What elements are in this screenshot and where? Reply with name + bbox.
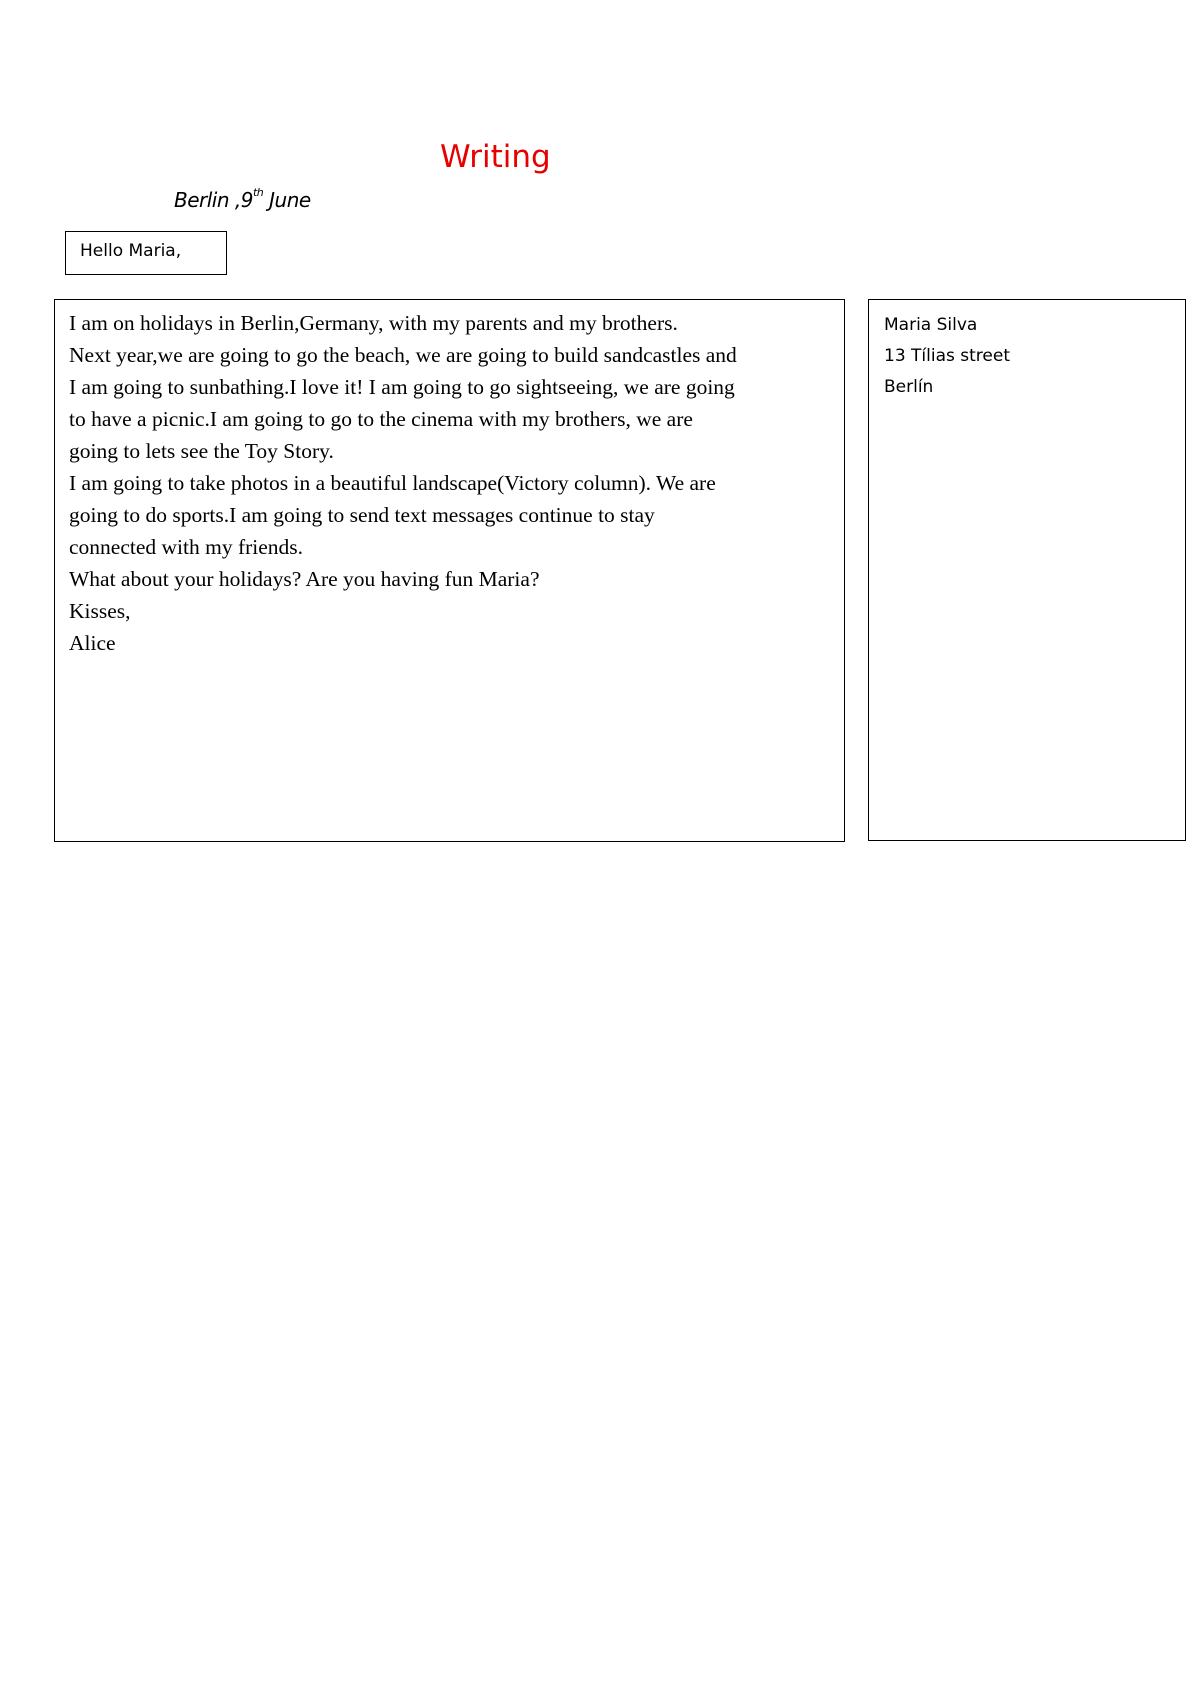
letter-closing: Kisses, (69, 599, 131, 623)
letter-line: I am on holidays in Berlin,Germany, with my parents and my brothers. (69, 311, 678, 335)
letter-signature: Alice (69, 631, 116, 655)
letter-line: I am going to take photos in a beautiful landscape(Victory column). We are (69, 471, 716, 495)
greeting-box: Hello Maria, (65, 231, 227, 275)
letter-line: I am going to sunbathing.I love it! I am going to go sightseeing, we are going (69, 375, 735, 399)
address-name: Maria Silva (884, 315, 978, 335)
letter-line: connected with my friends. (69, 535, 304, 559)
address-box (868, 299, 1186, 841)
letter-line: What about your holidays? Are you having fun Maria? (69, 567, 540, 591)
page-title: Writing (440, 139, 551, 175)
letter-line: Next year,we are going to go the beach, we are going to build sandcastles and (69, 343, 737, 367)
date-ordinal-suffix: th (252, 186, 264, 199)
date-month: June (263, 188, 311, 212)
letter-line: going to do sports.I am going to send text messages continue to stay (69, 503, 655, 527)
address-city: Berlín (884, 377, 934, 397)
date-city-day: Berlin ,9 (174, 188, 253, 212)
letter-date (174, 186, 311, 212)
letter-line: to have a picnic.I am going to go to the cinema with my brothers, we are (69, 407, 693, 431)
letter-line: going to lets see the Toy Story. (69, 439, 334, 463)
address-street: 13 Tílias street (884, 346, 1010, 366)
letter-body-box (54, 299, 845, 842)
